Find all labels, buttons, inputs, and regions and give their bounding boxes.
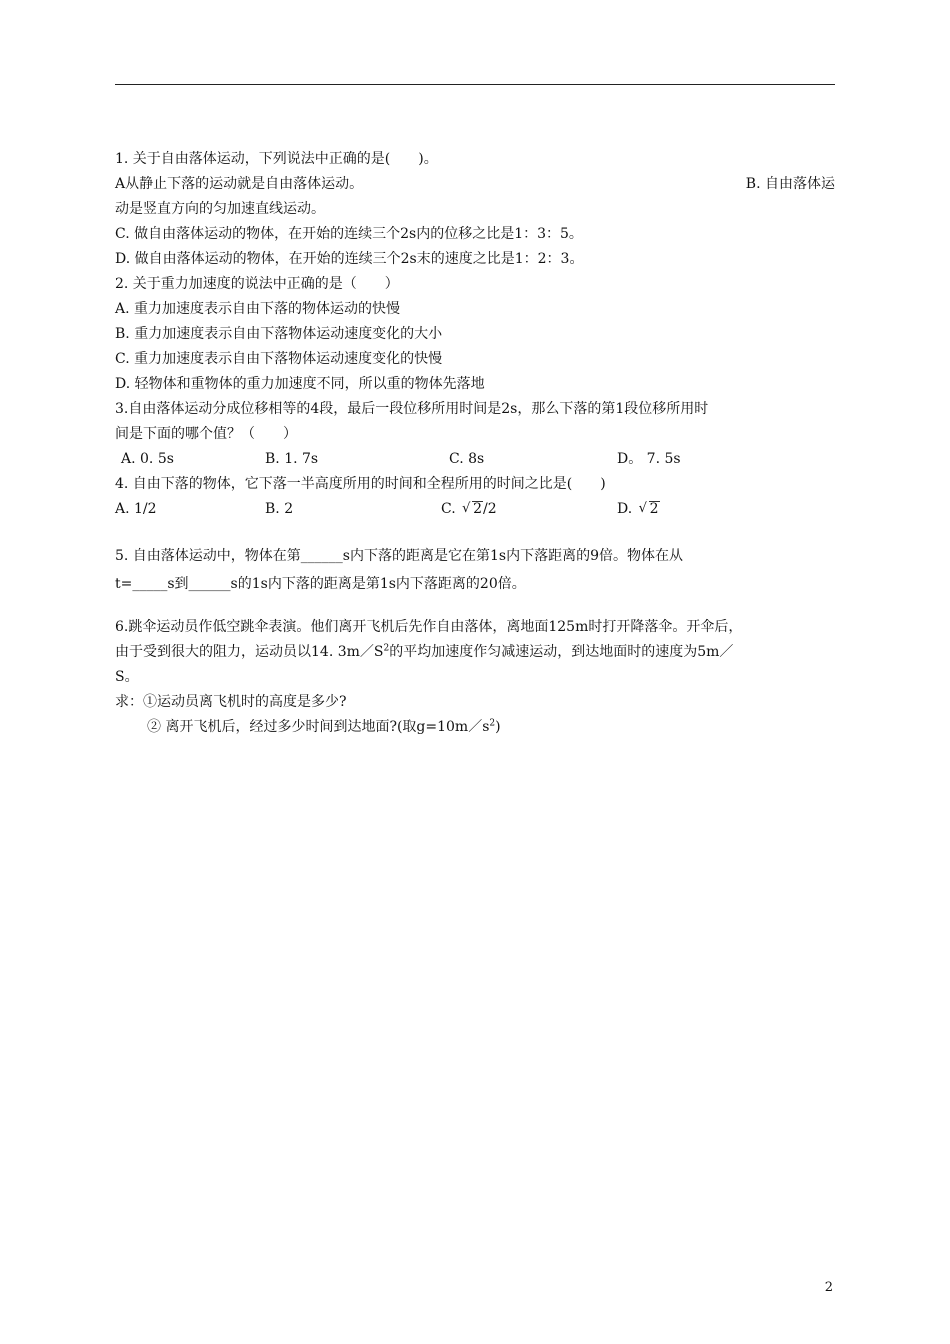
question-4-option-c-suffix: /2	[483, 501, 497, 517]
question-6-line-2-part-2: 的平均加速度作匀减速运动，到达地面时的速度为5m／	[389, 644, 734, 660]
question-2-option-d: D. 轻物体和重物体的重力加速度不同，所以重的物体先落地	[115, 376, 485, 392]
spacer	[115, 600, 835, 615]
question-3-options	[115, 447, 835, 472]
question-4-option-c	[441, 497, 617, 522]
sqrt-2-formula	[639, 497, 660, 522]
question-2-option-a: A. 重力加速度表示自由下落的物体运动的快慢	[115, 301, 401, 317]
radicand: 2	[649, 501, 659, 517]
question-1-options-ab	[115, 172, 835, 197]
question-3-stem-line-2: 间是下面的哪个值？（ ）	[115, 426, 297, 442]
question-5-line-1: 5. 自由落体运动中，物体在第______s内下落的距离是它在第1s内下落距离的9倍。物体在从	[115, 548, 683, 564]
question-4-option-a: A. 1/2	[115, 501, 157, 517]
question-3-stem-line-1: 3.自由落体运动分成位移相等的4段，最后一段位移所用时间是2s，那么下落的第1段位移所用时	[115, 401, 709, 417]
question-5-line-2: t=_____s到______s的1s内下落的距离是第1s内下落距离的20倍。	[115, 576, 526, 592]
question-4-stem: 4. 自由下落的物体，它下落一半高度所用的时间和全程所用的时间之比是( )	[115, 476, 606, 492]
question-1-option-d: D. 做自由落体运动的物体，在开始的连续三个2s末的速度之比是1：2：3。	[115, 251, 584, 267]
question-4-option-d	[617, 497, 660, 522]
question-6-line-2-part-1: 由于受到很大的阻力，运动员以14. 3m／S	[115, 644, 384, 660]
radicand: 2	[473, 501, 483, 517]
header-rule	[115, 84, 835, 85]
question-2-option-c: C. 重力加速度表示自由下落物体运动速度变化的快慢	[115, 351, 443, 367]
question-4-option-d-label: D.	[617, 501, 633, 517]
question-3-option-b: B. 1. 7s	[265, 451, 319, 467]
question-6-ask-2-part-2: )	[495, 719, 501, 735]
question-6-ask-2	[115, 715, 835, 740]
radical-sign-icon: √	[462, 501, 471, 516]
question-4-options	[115, 497, 835, 522]
question-4	[115, 472, 835, 522]
question-6	[115, 615, 835, 740]
question-3-option-c: C. 8s	[449, 451, 485, 467]
superscript-exponent: 2	[489, 718, 496, 729]
question-4-option-c-label: C.	[441, 501, 456, 517]
question-6-ask-2-part-1: ② 离开飞机后，经过多少时间到达地面?(取g=10m／s	[147, 719, 490, 735]
question-6-line-1: 6.跳伞运动员作低空跳伞表演。他们离开飞机后先作自由落体，离地面125m时打开降落伞。开伞后，	[115, 619, 743, 635]
question-1	[115, 147, 835, 272]
worksheet-body	[115, 147, 835, 740]
question-3-option-a: A. 0. 5s	[121, 451, 174, 467]
page-number: 2	[824, 1280, 833, 1295]
question-2-option-b: B. 重力加速度表示自由下落物体运动速度变化的大小	[115, 326, 443, 342]
question-1-option-b: B. 自由落体运	[745, 176, 835, 192]
question-1-option-b-continued: 动是竖直方向的匀加速直线运动。	[115, 201, 325, 217]
sqrt-2-formula	[462, 497, 483, 522]
question-3	[115, 397, 835, 472]
question-1-stem: 1. 关于自由落体运动，下列说法中正确的是( )。	[115, 151, 438, 167]
question-6-ask-1: 求：①运动员离飞机时的高度是多少?	[115, 694, 347, 710]
spacer	[115, 522, 835, 544]
superscript-exponent: 2	[383, 643, 390, 654]
radical-sign-icon: √	[638, 501, 647, 516]
question-4-option-b: B. 2	[265, 501, 294, 517]
question-1-option-a: A从静止下落的运动就是自由落体运动。	[115, 176, 364, 192]
question-6-line-2	[115, 640, 835, 665]
question-6-line-3: S。	[115, 669, 139, 685]
question-2	[115, 272, 835, 397]
question-5	[115, 544, 835, 600]
question-1-option-c: C. 做自由落体运动的物体，在开始的连续三个2s内的位移之比是1：3：5。	[115, 226, 583, 242]
question-3-option-d: D。 7. 5s	[617, 451, 681, 467]
question-2-stem: 2. 关于重力加速度的说法中正确的是（ ）	[115, 276, 399, 292]
